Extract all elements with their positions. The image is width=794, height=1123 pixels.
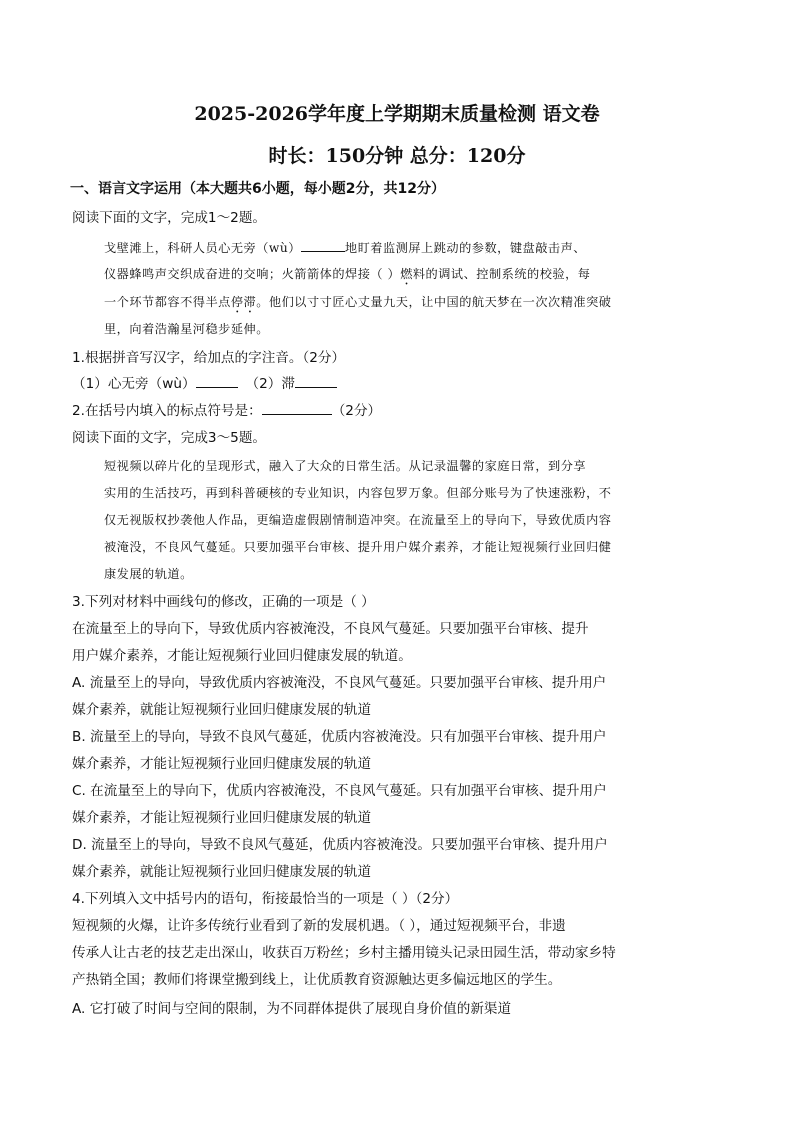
section-heading: 一、语言文字运用（本大题共6小题，每小题2分，共12分） [70,181,445,197]
question-1: 1.根据拼音写汉字，给加点的字注音。（2分） [72,350,346,366]
question-1-subitems [72,375,337,393]
question-4-stem: 4.下列填入文中括号内的语句，衔接最恰当的一项是（ ）（2分） [72,891,459,907]
q2-points: （2分） [331,403,382,419]
question-4-passage: 产热销全国；教师们将课堂搬到线上，让优质教育资源触达更多偏远地区的学生。 [72,972,562,988]
question-3-quote: 用户媒介素养，才能让短视频行业回归健康发展的轨道。 [72,648,412,664]
passage2-line5: 康发展的轨道。 [104,567,193,581]
passage2-line3: 仅无视版权抄袭他人作品，更编造虚假剧情制造冲突。在流量至上的导向下，导致优质内容 [104,513,612,527]
option-d-cont: 媒介素养，就能让短视频行业回归健康发展的轨道 [72,864,372,880]
q1-sub1: （1）心无旁（wù） [72,376,196,392]
dotted-character: 燃 [400,267,413,281]
question-2 [72,402,381,420]
passage1-text: 仪器蜂鸣声交织成奋进的交响；火箭箭体的焊接（ ） [104,267,401,281]
option-b[interactable]: B. 流量至上的导向，导致不良风气蔓延，优质内容被淹没。只有加强平台审核、提升用户 [72,729,607,745]
passage1-line2 [104,266,591,288]
question-4-passage: 短视频的火爆，让许多传统行业看到了新的发展机遇。（ ），通过短视频平台，非遗 [72,918,566,934]
option-c-cont: 媒介素养，才能让短视频行业回归健康发展的轨道 [72,810,372,826]
passage2-line2: 实用的生活技巧，再到科普硬核的专业知识，内容包罗万象。但部分账号为了快速涨粉，不 [104,486,612,500]
option-a[interactable]: A. 流量至上的导向，导致优质内容被淹没，不良风气蔓延。只要加强平台审核、提升用户 [72,675,607,691]
exam-subtitle: 时长：150分钟 总分：120分 [268,145,526,167]
passage2-line1: 短视频以碎片化的呈现形式，融入了大众的日常生活。从记录温馨的家庭日常，到分享 [104,459,587,473]
passage1-text: 戈壁滩上，科研人员心无旁（wù） [104,241,301,255]
exam-title: 2025-2026学年度上学期期末质量检测 语文卷 [194,103,600,125]
option-a[interactable]: A. 它打破了时间与空间的限制，为不同群体提供了展现自身价值的新渠道 [72,1001,512,1017]
passage1-line4: 里，向着浩瀚星河稳步延伸。 [104,322,269,336]
q1-sub2: （2）滞 [245,376,295,392]
passage2-line4: 被淹没，不良风气蔓延。只要加强平台审核、提升用户媒介素养，才能让短视频行业回归健 [104,540,612,554]
passage1-line1 [104,239,586,256]
passage1-text: 料的调试、控制系统的校验，每 [412,267,591,281]
option-b-cont: 媒介素养，才能让短视频行业回归健康发展的轨道 [72,756,372,772]
reading-instruction-2: 阅读下面的文字，完成3～5题。 [72,430,267,446]
answer-blank[interactable] [262,402,332,415]
dotted-word: 停滞 [230,295,257,309]
passage1-text: 一个环节都容不得半点 [104,295,231,309]
option-c[interactable]: C. 在流量至上的导向下，优质内容被淹没，不良风气蔓延。只有加强平台审核、提升用户 [72,783,607,799]
passage1-text: 。他们以寸寸匠心丈量九天，让中国的航天梦在一次次精准突破 [256,295,612,309]
question-3-stem: 3.下列对材料中画线句的修改，正确的一项是（ ） [72,594,375,610]
passage1-line3 [104,294,612,316]
question-4-passage: 传承人让古老的技艺走出深山，收获百万粉丝；乡村主播用镜头记录田园生活，带动家乡特 [72,945,616,961]
question-3-quote: 在流量至上的导向下，导致优质内容被淹没，不良风气蔓延。只要加强平台审核、提升 [72,621,589,637]
fill-blank[interactable] [301,239,345,252]
answer-blank[interactable] [196,375,238,388]
answer-blank[interactable] [295,375,337,388]
reading-instruction-1: 阅读下面的文字，完成1～2题。 [72,210,267,226]
q2-stem: 2.在括号内填入的标点符号是： [72,403,262,419]
option-a-cont: 媒介素养，就能让短视频行业回归健康发展的轨道 [72,702,372,718]
passage1-text: 地盯着监测屏上跳动的参数，键盘敲击声、 [344,241,586,255]
option-d[interactable]: D. 流量至上的导向，导致不良风气蔓延，优质内容被淹没。只要加强平台审核、提升用户 [72,837,608,853]
